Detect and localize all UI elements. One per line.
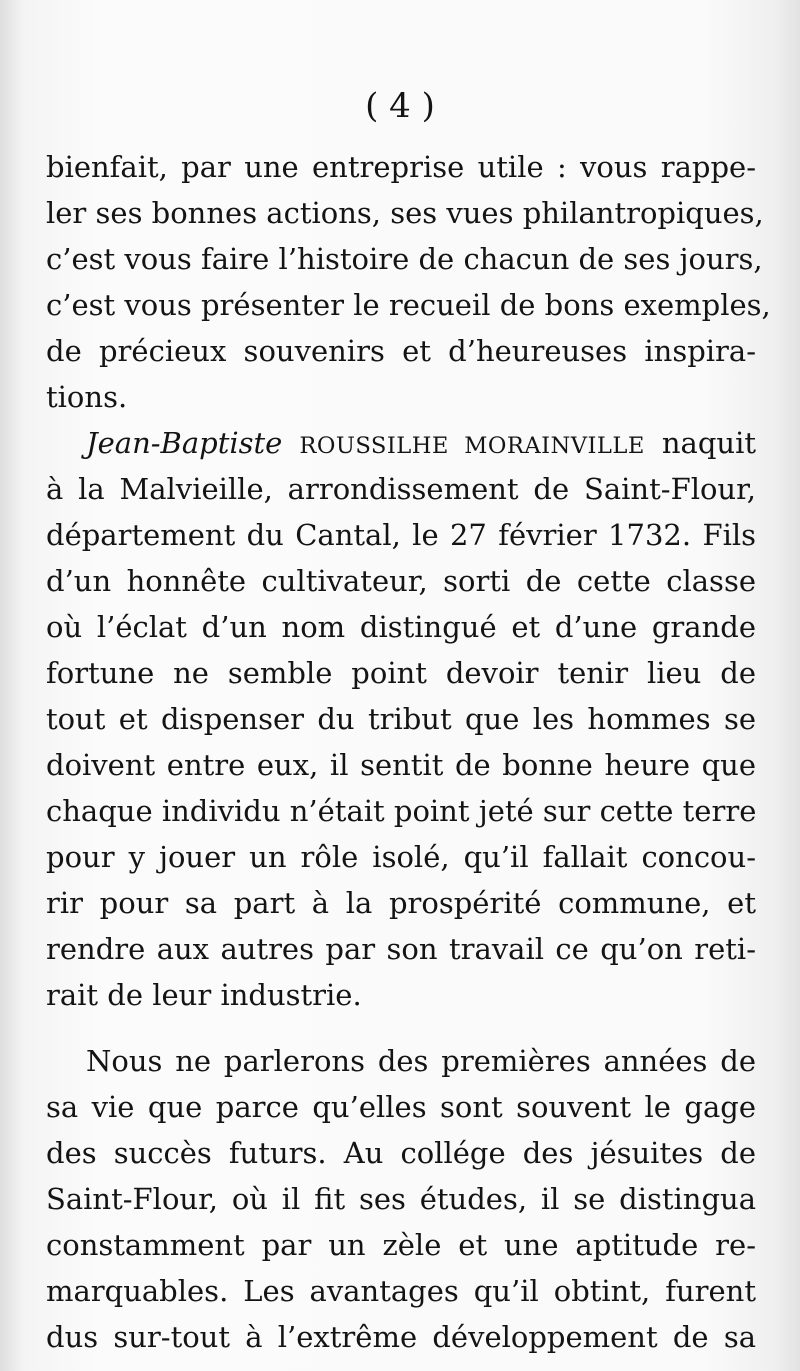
text-line: d’un honnête cultivateur, sorti de cette classe	[46, 564, 756, 598]
text-line: sa vie que parce qu’elles sont souvent le gage	[46, 1090, 756, 1124]
surname-small-caps: ROUSSILHE MORAINVILLE	[299, 433, 645, 459]
text-line: bienfait, par une entreprise utile : vous rappe-	[46, 150, 756, 184]
text-line: doivent entre eux, il sentit de bonne heure que	[46, 748, 756, 782]
text-fragment: naquit	[661, 426, 757, 460]
text-line: dus sur-tout à l’extrême développement de sa	[46, 1320, 756, 1354]
text-line: fortune ne semble point devoir tenir lieu de	[46, 656, 756, 690]
text-line: Saint-Flour, où il fit ses études, il se distingua	[46, 1182, 756, 1216]
text-line: Nous ne parlerons des premières années de	[86, 1044, 756, 1078]
given-name: Jean-Baptiste	[86, 426, 283, 460]
text-line: ler ses bonnes actions, ses vues philantropiques,	[46, 196, 764, 230]
text-line: où l’éclat d’un nom distingué et d’une grande	[46, 610, 756, 644]
page-number: ( 4 )	[365, 86, 435, 126]
body-text	[46, 144, 771, 1360]
paragraph-3	[46, 1038, 756, 1360]
text-line: pour y jouer un rôle isolé, qu’il fallait concou-	[46, 840, 756, 874]
text-line: à la Malvieille, arrondissement de Saint-Flour,	[46, 472, 756, 506]
text-line: rir pour sa part à la prospérité commune, et	[46, 886, 756, 920]
text-line: de précieux souvenirs et d’heureuses inspira-	[46, 334, 756, 368]
text-line-first	[46, 420, 756, 466]
text-line: département du Cantal, le 27 février 1732. Fils	[46, 518, 756, 552]
paragraph-gap	[46, 1018, 756, 1038]
text-line: des succès futurs. Au collége des jésuites de	[46, 1136, 756, 1170]
text-line: tout et dispenser du tribut que les hommes se	[46, 702, 756, 736]
paragraph-2	[46, 420, 756, 1018]
paragraph-1	[46, 144, 771, 420]
text-line: c’est vous faire l’histoire de chacun de ses jours,	[46, 242, 763, 276]
text-line: rendre aux autres par son travail ce qu’on reti-	[46, 932, 756, 966]
text-line: c’est vous présenter le recueil de bons exemples,	[46, 288, 771, 322]
text-line: constamment par un zèle et une aptitude re-	[46, 1228, 756, 1262]
text-line: chaque individu n’était point jeté sur cette terre	[46, 794, 757, 828]
text-line: tions.	[46, 380, 128, 414]
text-line: marquables. Les avantages qu’il obtint, furent	[46, 1274, 756, 1308]
text-line: rait de leur industrie.	[46, 978, 362, 1012]
